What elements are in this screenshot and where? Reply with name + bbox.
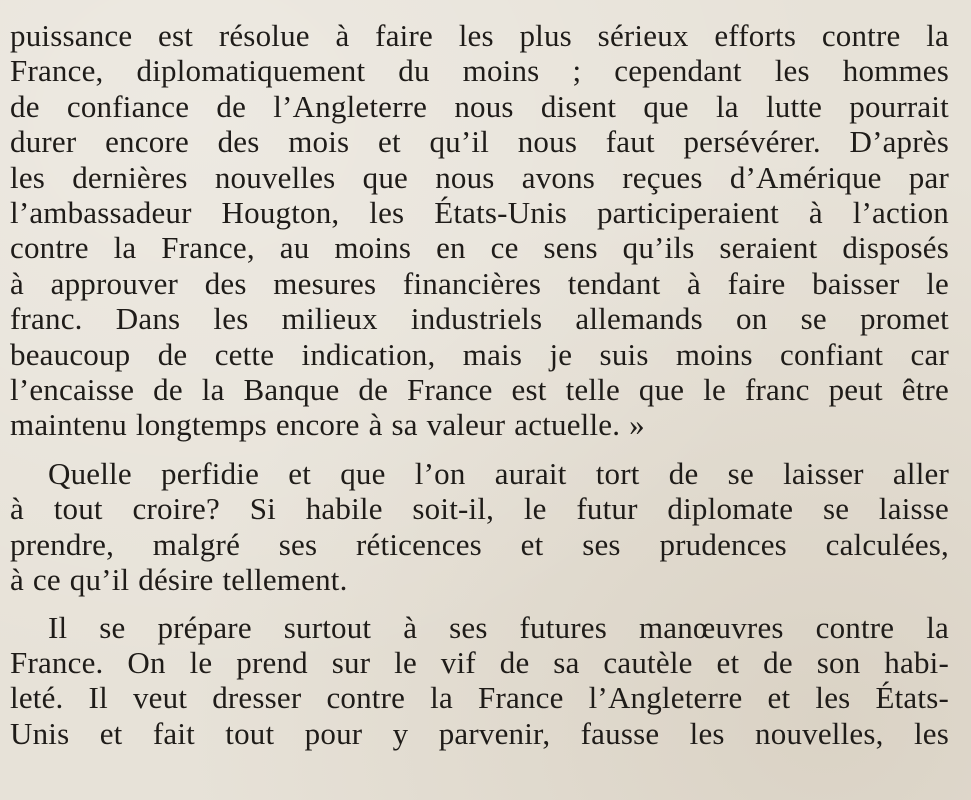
text-line: prendre, malgré ses réticences et ses prudences calculées,: [10, 526, 949, 562]
paragraph-2: [10, 456, 949, 598]
paragraph-3: [10, 610, 949, 752]
text-line: de confiance de l’Angleterre nous disent que la lutte pourrait: [10, 88, 949, 124]
text-line: France. On le prend sur le vif de sa cautèle et de son habi-: [10, 644, 949, 680]
text-line: contre la France, au moins en ce sens qu’ils seraient disposés: [10, 230, 949, 266]
text-line: durer encore des mois et qu’il nous faut persévérer. D’après: [10, 124, 949, 160]
text-line: à tout croire? Si habile soit-il, le futur diplomate se laisse: [10, 491, 949, 527]
text-line: Quelle perfidie et que l’on aurait tort de se laisser aller: [48, 455, 949, 491]
text-line: Il se prépare surtout à ses futures manœuvres contre la: [48, 609, 949, 645]
text-line: leté. Il veut dresser contre la France l’Angleterre et les États-: [10, 680, 949, 716]
text-line: beaucoup de cette indication, mais je suis moins confiant car: [10, 336, 949, 372]
paragraph-spacer: [10, 598, 949, 610]
text-line: à approuver des mesures financières tendant à faire baisser le: [10, 265, 949, 301]
paragraph-spacer: [10, 443, 949, 456]
text-line: Unis et fait tout pour y parvenir, fausse les nouvelles, les: [10, 715, 949, 751]
text-line: France, diplomatiquement du moins ; cependant les hommes: [10, 53, 949, 89]
text-line: les dernières nouvelles que nous avons reçues d’Amérique par: [10, 159, 949, 195]
text-line: maintenu longtemps encore à sa valeur actuelle. »: [10, 407, 645, 443]
text-line: à ce qu’il désire tellement.: [10, 562, 348, 598]
text-line: l’encaisse de la Banque de France est telle que le franc peut être: [10, 372, 949, 408]
text-line: franc. Dans les milieux industriels allemands on se promet: [10, 301, 949, 337]
paragraph-1: [10, 18, 949, 443]
text-line: l’ambassadeur Hougton, les États-Unis participeraient à l’action: [10, 195, 949, 231]
text-line: puissance est résolue à faire les plus sérieux efforts contre la: [10, 18, 949, 53]
